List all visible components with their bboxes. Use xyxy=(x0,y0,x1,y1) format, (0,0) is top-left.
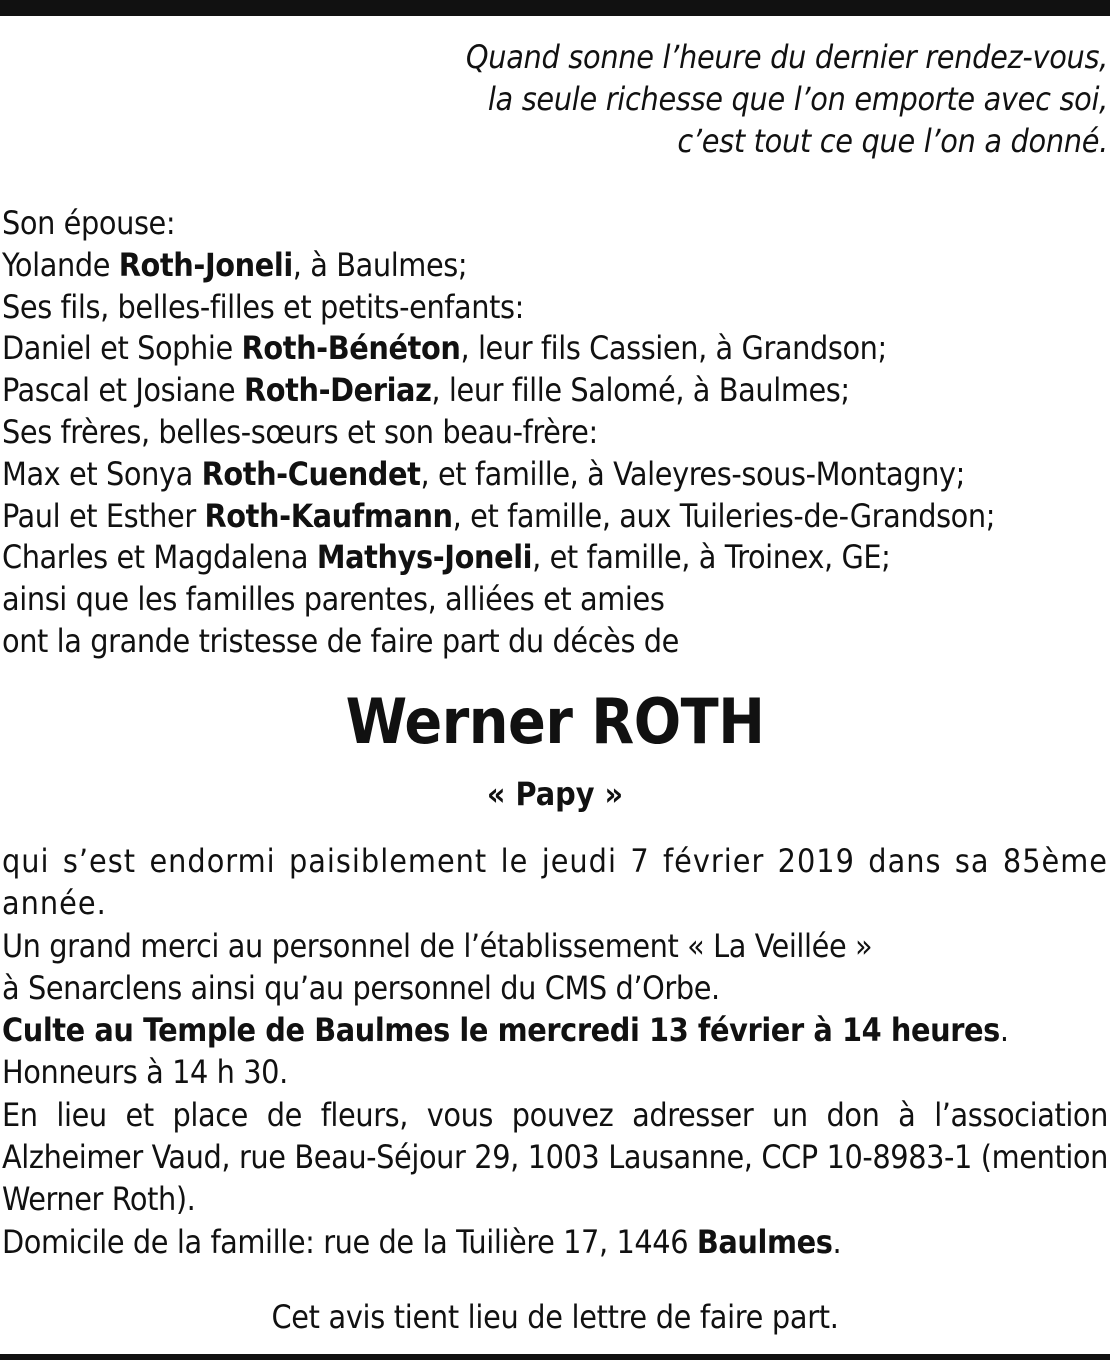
sibling-3-surname: Mathys-Joneli xyxy=(316,538,533,577)
service-line xyxy=(2,1009,1108,1051)
family-list xyxy=(2,203,1108,663)
sibling-2-names: Paul et Esther xyxy=(2,496,205,535)
deceased-name: Werner ROTH xyxy=(345,685,765,758)
domicile-town: Baulmes xyxy=(696,1222,833,1261)
others-line: ainsi que les familles parentes, alliées et amies xyxy=(2,580,665,619)
sibling-entry-1 xyxy=(2,454,1108,496)
service-info: Culte au Temple de Baulmes le mercredi 13 février à 14 heures xyxy=(2,1011,1000,1050)
child-2-surname: Roth-Deriaz xyxy=(243,371,432,410)
spouse-location: , à Baulmes; xyxy=(292,245,468,284)
domicile-address: Domicile de la famille: rue de la Tuilière 17, 1446 xyxy=(2,1222,697,1261)
spouse-heading: Son épouse: xyxy=(2,204,176,242)
child-entry-2 xyxy=(2,370,1108,412)
quote-line-1: Quand sonne l’heure du dernier rendez-vous, xyxy=(465,38,1108,76)
passing-paragraph: qui s’est endormi paisiblement le jeudi 7 février 2019 dans sa 85ème année. xyxy=(2,842,1108,923)
epigraph-quote xyxy=(108,36,1108,162)
sibling-entry-3 xyxy=(2,537,1108,579)
notice-details xyxy=(2,840,1108,1263)
thanks-line-2: à Senarclens ainsi qu’au personnel du CMS d’Orbe. xyxy=(2,968,720,1007)
sibling-2-details: , et famille, aux Tuileries-de-Grandson; xyxy=(452,496,996,535)
siblings-heading: Ses frères, belles-sœurs et son beau-frère: xyxy=(2,412,598,451)
donation-paragraph: En lieu et place de fleurs, vous pouvez adresser un don à l’association Alzheimer Vaud, rue Beau-Séjour 29, 1003 Lausanne, CCP 10-8983-1 (mention Werner Roth). xyxy=(2,1095,1108,1219)
domicile-line xyxy=(2,1221,1108,1263)
sibling-1-names: Max et Sonya xyxy=(2,454,202,493)
child-entry-1 xyxy=(2,328,1108,370)
sibling-3-names: Charles et Magdalena xyxy=(2,538,317,577)
announcement-line: ont la grande tristesse de faire part du décès de xyxy=(2,621,679,660)
closing-note: Cet avis tient lieu de lettre de faire part. xyxy=(271,1298,839,1336)
child-1-names: Daniel et Sophie xyxy=(2,329,242,368)
child-2-names: Pascal et Josiane xyxy=(2,371,244,410)
sibling-1-surname: Roth-Cuendet xyxy=(201,454,421,493)
child-1-details: , leur fils Cassien, à Grandson; xyxy=(460,329,887,368)
child-2-details: , leur fille Salomé, à Baulmes; xyxy=(431,371,850,410)
children-heading: Ses fils, belles-filles et petits-enfants: xyxy=(2,287,524,326)
child-1-surname: Roth-Bénéton xyxy=(241,329,461,368)
domicile-period: . xyxy=(832,1222,842,1261)
thanks-line-1: Un grand merci au personnel de l’établissement « La Veillée » xyxy=(2,926,873,965)
quote-line-2: la seule richesse que l’on emporte avec soi, xyxy=(487,80,1108,118)
sibling-1-details: , et famille, à Valeyres-sous-Montagny; xyxy=(420,454,965,493)
spouse-surname: Roth-Joneli xyxy=(118,245,293,284)
honours-line: Honneurs à 14 h 30. xyxy=(2,1053,288,1092)
deceased-nickname: « Papy » xyxy=(486,775,624,813)
spouse-entry xyxy=(2,245,1108,287)
sibling-2-surname: Roth-Kaufmann xyxy=(204,496,453,535)
quote-line-3: c’est tout ce que l’on a donné. xyxy=(677,122,1108,160)
spouse-first-name: Yolande xyxy=(2,245,119,284)
bottom-border xyxy=(0,1354,1110,1360)
sibling-3-details: , et famille, à Troinex, GE; xyxy=(532,538,891,577)
top-border xyxy=(0,0,1110,16)
service-period: . xyxy=(999,1011,1009,1050)
sibling-entry-2 xyxy=(2,496,1108,538)
